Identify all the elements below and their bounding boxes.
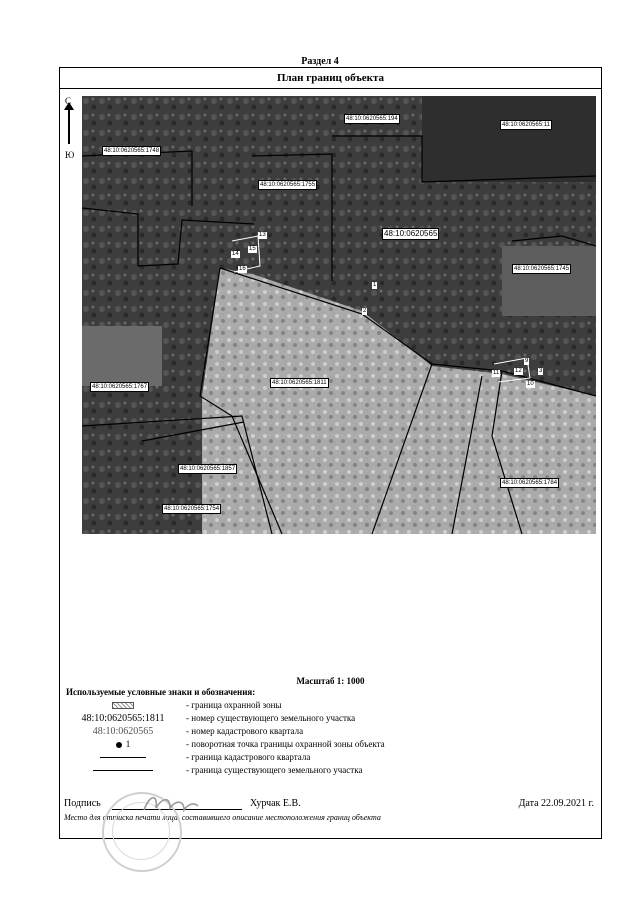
north-arrow bbox=[62, 96, 78, 176]
document-date: Дата 22.09.2021 г. bbox=[518, 798, 594, 809]
section-title: Раздел 4 bbox=[301, 56, 339, 67]
signature-label: Подпись bbox=[64, 798, 101, 809]
boundary-point: 12 bbox=[515, 368, 522, 374]
parcel-label: 48:10:0620565:1755 bbox=[260, 182, 316, 188]
parcel-label: 48:10:0620565:1784 bbox=[502, 480, 558, 486]
parcel-label: 48:10:0620565:194 bbox=[346, 116, 398, 122]
parcel-label: 48:10:0620565:1748 bbox=[104, 148, 160, 154]
legend-item bbox=[60, 713, 601, 726]
legend-text: - номер кадастрового квартала bbox=[186, 726, 304, 736]
parcel-label: 48:10:0620565:1754 bbox=[164, 506, 220, 512]
compass-south-letter: Ю bbox=[65, 150, 75, 160]
point-dot-icon bbox=[116, 742, 122, 748]
legend-text: - граница охранной зоны bbox=[186, 700, 282, 710]
parcel-label: 48:10:0620565:1811 bbox=[272, 380, 327, 386]
north-arrow-icon bbox=[68, 108, 70, 144]
stamp-place-note: Место для оттиска печати лица, составившего описание местоположения границ объекта bbox=[64, 813, 381, 822]
legend-symbol bbox=[68, 700, 178, 710]
legend-item bbox=[60, 700, 601, 713]
legend-text: - поворотная точка границы охранной зоны объекта bbox=[186, 739, 385, 749]
parcel-label: 48:10:0620565:1745 bbox=[514, 266, 570, 272]
parcel-border-line bbox=[93, 770, 153, 771]
protection-zone-symbol bbox=[112, 702, 134, 709]
map-graphics bbox=[82, 96, 596, 534]
handwritten-signature bbox=[140, 790, 200, 818]
legend-item bbox=[60, 739, 601, 752]
legend-text: - граница существующего земельного участка bbox=[186, 765, 363, 775]
legend-symbol bbox=[68, 739, 178, 749]
boundary-point: 16 bbox=[239, 266, 246, 272]
legend-symbol: 48:10:0620565 bbox=[92, 726, 154, 737]
boundary-point: 15 bbox=[249, 246, 256, 252]
boundary-point: 10 bbox=[527, 381, 534, 387]
parcel-label: 48:10:0620565:1857 bbox=[180, 466, 236, 472]
legend-item bbox=[60, 752, 601, 765]
cadastral-quarter-label: 48:10:0620565 bbox=[384, 229, 438, 238]
map-scale: Масштаб 1: 1000 bbox=[296, 676, 365, 686]
parcel-label: 48:10:0620565:1767 bbox=[92, 384, 148, 390]
legend-title: Используемые условные знаки и обозначения: bbox=[66, 687, 256, 697]
legend-symbol bbox=[68, 752, 178, 762]
legend-text: - номер существующего земельного участка bbox=[186, 713, 356, 723]
boundary-point: 2 bbox=[363, 308, 367, 314]
legend-text: - граница кадастрового квартала bbox=[186, 752, 311, 762]
boundary-point: 14 bbox=[232, 251, 239, 257]
signer-name: Хурчак Е.В. bbox=[250, 798, 301, 809]
plan-frame bbox=[59, 67, 602, 839]
boundary-point: 3 bbox=[539, 368, 543, 374]
quarter-border-line bbox=[100, 757, 146, 758]
parcel-label: 48:10:0620565:11 bbox=[502, 122, 550, 128]
boundary-point: 13 bbox=[259, 232, 266, 238]
compass-north: С bbox=[65, 96, 72, 106]
boundary-point: 1 bbox=[373, 282, 377, 288]
legend-symbol: 48:10:0620565:1811 bbox=[81, 713, 165, 724]
boundary-point: 9 bbox=[525, 358, 529, 364]
plan-title: План границ объекта bbox=[60, 68, 601, 89]
aerial-map bbox=[82, 96, 596, 534]
legend-symbol bbox=[68, 765, 178, 775]
boundary-point: 11 bbox=[493, 370, 500, 376]
legend-item bbox=[60, 765, 601, 778]
legend-item bbox=[60, 726, 601, 739]
legend-point-number: 1 bbox=[125, 739, 131, 749]
